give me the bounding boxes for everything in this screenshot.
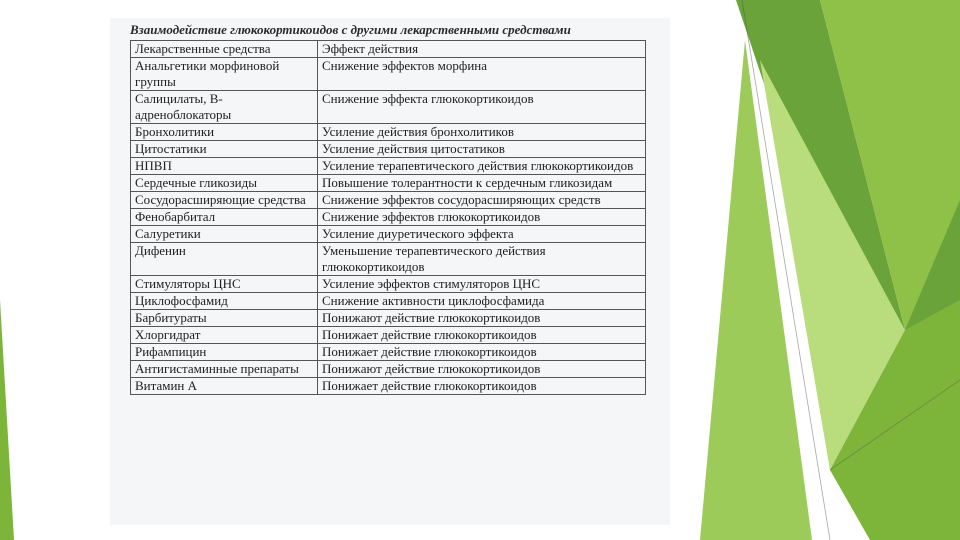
drug-cell: Барбитураты	[131, 310, 318, 327]
table-row	[131, 361, 646, 378]
table-row	[131, 226, 646, 243]
header-drugs: Лекарственные средства	[131, 41, 318, 58]
drug-cell: Цитостатики	[131, 141, 318, 158]
drug-cell: Хлоргидрат	[131, 327, 318, 344]
drug-cell: Фенобарбитал	[131, 209, 318, 226]
table-row	[131, 344, 646, 361]
drug-cell: Салицилаты, В-адреноблокаторы	[131, 91, 318, 124]
effect-cell: Уменьшение терапевтического действия глюкокортикоидов	[318, 243, 646, 276]
table-header-row	[131, 41, 646, 58]
header-effect: Эффект действия	[318, 41, 646, 58]
effect-cell: Понижают действие глюкокортикоидов	[318, 361, 646, 378]
table-row	[131, 243, 646, 276]
table-row	[131, 175, 646, 192]
table-row	[131, 276, 646, 293]
table-row	[131, 310, 646, 327]
effect-cell: Усиление действия цитостатиков	[318, 141, 646, 158]
drug-cell: Витамин А	[131, 378, 318, 395]
table-row	[131, 327, 646, 344]
effect-cell: Понижает действие глюкокортикоидов	[318, 344, 646, 361]
drug-cell: Дифенин	[131, 243, 318, 276]
table-row	[131, 293, 646, 310]
effect-cell: Снижение эффектов сосудорасширяющих средств	[318, 192, 646, 209]
table-row	[131, 124, 646, 141]
table-row	[131, 158, 646, 175]
drug-cell: Сосудорасширяющие средства	[131, 192, 318, 209]
effect-cell: Понижают действие глюкокортикоидов	[318, 310, 646, 327]
effect-cell: Повышение толерантности к сердечным гликозидам	[318, 175, 646, 192]
effect-cell: Усиление действия бронхолитиков	[318, 124, 646, 141]
drug-cell: Рифампицин	[131, 344, 318, 361]
effect-cell: Усиление эффектов стимуляторов ЦНС	[318, 276, 646, 293]
effect-cell: Усиление диуретического эффекта	[318, 226, 646, 243]
table-row	[131, 192, 646, 209]
effect-cell: Понижает действие глюкокортикоидов	[318, 327, 646, 344]
effect-cell: Снижение эффектов морфина	[318, 58, 646, 91]
effect-cell: Снижение эффектов глюкокортикоидов	[318, 209, 646, 226]
drug-cell: Циклофосфамид	[131, 293, 318, 310]
drug-cell: Анальгетики морфиновой группы	[131, 58, 318, 91]
drug-cell: Стимуляторы ЦНС	[131, 276, 318, 293]
effect-cell: Снижение эффекта глюкокортикоидов	[318, 91, 646, 124]
drug-interaction-figure	[110, 18, 670, 525]
table-row	[131, 209, 646, 226]
drug-cell: Салуретики	[131, 226, 318, 243]
effect-cell: Понижает действие глюкокортикоидов	[318, 378, 646, 395]
drug-cell: Бронхолитики	[131, 124, 318, 141]
drug-cell: НПВП	[131, 158, 318, 175]
table-row	[131, 378, 646, 395]
effect-cell: Снижение активности циклофосфамида	[318, 293, 646, 310]
effect-cell: Усиление терапевтического действия глюкокортикоидов	[318, 158, 646, 175]
drug-cell: Сердечные гликозиды	[131, 175, 318, 192]
drug-interaction-table	[130, 40, 646, 395]
drug-cell: Антигистаминные препараты	[131, 361, 318, 378]
table-caption: Взаимодействие глюкокортикоидов с другими лекарственными средствами	[130, 22, 571, 37]
table-row	[131, 58, 646, 91]
table-row	[131, 91, 646, 124]
table-row	[131, 141, 646, 158]
